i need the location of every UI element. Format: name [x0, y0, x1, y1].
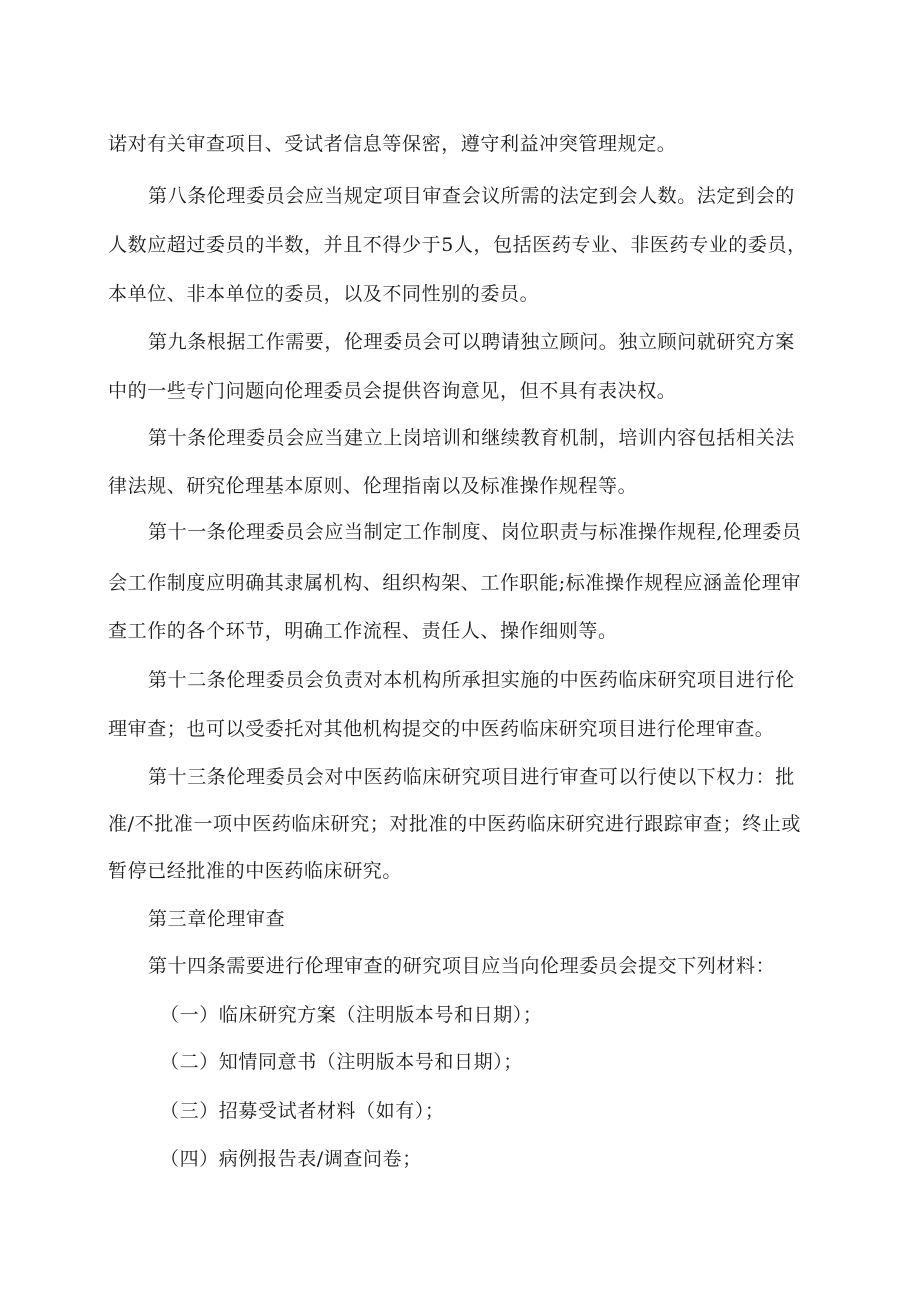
- text-line-3: 人数应超过委员的半数，并且不得少于5人，包括医药专业、非医药专业的委员，: [108, 234, 807, 256]
- text-line-6: 中的一些专门问题向伦理委员会提供咨询意见，但不具有表决权。: [108, 380, 677, 402]
- text-line-9: 第十一条伦理委员会应当制定工作制度、岗位职责与标准操作规程,伦理委员: [148, 521, 802, 543]
- list-item-2: （二）知情同意书（注明版本号和日期）；: [160, 1051, 523, 1073]
- text-line-1: 诺对有关审查项目、受试者信息等保密，遵守利益冲突管理规定。: [108, 133, 677, 155]
- text-line-7: 第十条伦理委员会应当建立上岗培训和继续教育机制，培训内容包括相关法: [148, 427, 795, 449]
- text-line-15: 准/不批准一项中医药临床研究；对批准的中医药临床研究进行跟踪审查；终止或: [108, 813, 802, 835]
- list-item-1: （一）临床研究方案（注明版本号和日期）；: [160, 1004, 543, 1026]
- text-line-12: 第十二条伦理委员会负责对本机构所承担实施的中医药临床研究项目进行伦: [148, 669, 795, 691]
- text-line-16: 暂停已经批准的中医药临床研究。: [108, 860, 403, 882]
- text-line-10: 会工作制度应明确其隶属机构、组织构架、工作职能;标准操作规程应涵盖伦理审: [108, 572, 802, 594]
- list-item-3: （三）招募受试者材料（如有）；: [160, 1100, 445, 1122]
- text-line-18: 第十四条需要进行伦理审查的研究项目应当向伦理委员会提交下列材料：: [148, 955, 776, 977]
- text-line-4: 本单位、非本单位的委员，以及不同性别的委员。: [108, 283, 540, 305]
- text-line-11: 查工作的各个环节，明确工作流程、责任人、操作细则等。: [108, 620, 618, 642]
- text-line-13: 理审查；也可以受委托对其他机构提交的中医药临床研究项目进行伦理审查。: [108, 718, 775, 740]
- section-heading: 第三章伦理审查: [148, 908, 286, 930]
- text-line-2: 第八条伦理委员会应当规定项目审查会议所需的法定到会人数。法定到会的: [148, 185, 795, 207]
- text-line-14: 第十三条伦理委员会对中医药临床研究项目进行审查可以行使以下权力：批: [148, 766, 795, 788]
- text-line-5: 第九条根据工作需要，伦理委员会可以聘请独立顾问。独立顾问就研究方案: [148, 331, 795, 353]
- list-item-4: （四）病例报告表/调查问卷；: [160, 1148, 422, 1170]
- text-line-8: 律法规、研究伦理基本原则、伦理指南以及标准操作规程等。: [108, 475, 638, 497]
